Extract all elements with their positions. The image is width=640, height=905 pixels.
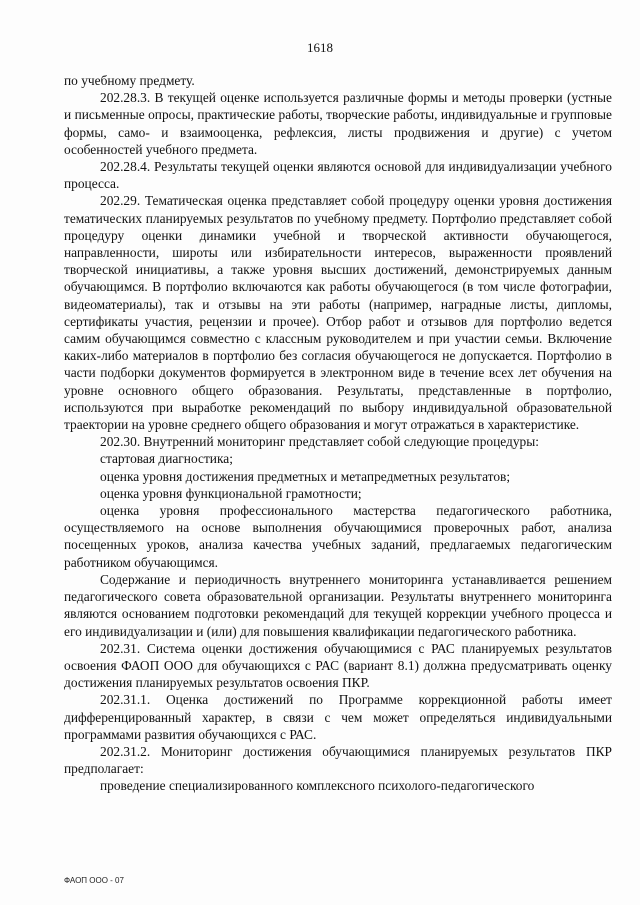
- paragraph: 202.28.4. Результаты текущей оценки являются основой для индивидуализации учебного процесса.: [64, 159, 612, 192]
- document-body: [64, 72, 612, 795]
- page-number: 1618: [307, 40, 333, 55]
- paragraph: по учебному предмету.: [64, 73, 195, 88]
- list-item: оценка уровня профессионального мастерства педагогического работника, осуществляемого на основе выполнения обучающимися проверочных работ, анализа посещенных уроков, анализа качества учебных заданий, предлагаемых педагогическим работником обучающимся.: [64, 503, 612, 570]
- paragraph: 202.28.3. В текущей оценке используется различные формы и методы проверки (устные и письменные опросы, практические работы, творческие работы, индивидуальные и групповые формы, само- и взаимооценка, рефлексия, листы продвижения и другие) с учетом особенностей учебного предмета.: [64, 90, 612, 157]
- paragraph: Содержание и периодичность внутреннего мониторинга устанавливается решением педагогического совета образовательной организации. Результаты внутреннего мониторинга являются основанием подготовки рекомендаций для текущей коррекции учебного процесса и его индивидуализации и (или) для повышения квалификации педагогического работника.: [64, 571, 612, 639]
- footer-code: ФАОП ООО - 07: [64, 876, 124, 885]
- paragraph: 202.30. Внутренний мониторинг представляет собой следующие процедуры:: [100, 434, 539, 450]
- paragraph: проведение специализированного комплексного психолого-педагогического: [100, 778, 535, 794]
- paragraph: 202.31.1. Оценка достижений по Программе коррекционной работы имеет дифференцированный характер, в связи с чем может определяться индивидуальными программами развития обучающихся с РАС.: [64, 692, 612, 742]
- paragraph: 202.31.2. Мониторинг достижения обучающимися планируемых результатов ПКР предполагает:: [64, 743, 612, 777]
- list-item: стартовая диагностика;: [100, 451, 233, 467]
- paragraph: 202.29. Тематическая оценка представляет собой процедуру оценки уровня достижения тематических планируемых результатов по учебному предмету. Портфолио представляет собой процедуру оценки динамики учебной и творческой активности обучающегося, направленности, широты или избирательности интересов, выраженности проявлений творческой инициативы, а также уровня высших достижений, демонстрируемых данным обучающимся. В портфолио включаются как работы обучающегося (в том числе фотографии, видеоматериалы), так и отзывы на эти работы (например, наградные листы, дипломы, сертификаты участия, рецензии и прочее). Отбор работ и отзывов для портфолио ведется самим обучающимся совместно с классным руководителем и при участии семьи. Включение каких-либо материалов в портфолио без согласия обучающегося не допускается. Портфолио в части подборки документов формируется в электронном виде в течение всех лет обучения на уровне основного общего образования. Результаты, представленные в портфолио, используются при выработке рекомендаций по выбору индивидуальной образовательной траектории на уровне среднего общего образования и могут отражаться в характеристике.: [64, 193, 612, 433]
- paragraph: 202.31. Система оценки достижения обучающимися с РАС планируемых результатов освоения ФАОП ООО для обучающихся с РАС (вариант 8.1) должна предусматривать оценку достижения планируемых результатов освоения ПКР.: [64, 640, 612, 691]
- list-item: оценка уровня функциональной грамотности;: [100, 485, 362, 501]
- list-item: оценка уровня достижения предметных и метапредметных результатов;: [100, 468, 511, 484]
